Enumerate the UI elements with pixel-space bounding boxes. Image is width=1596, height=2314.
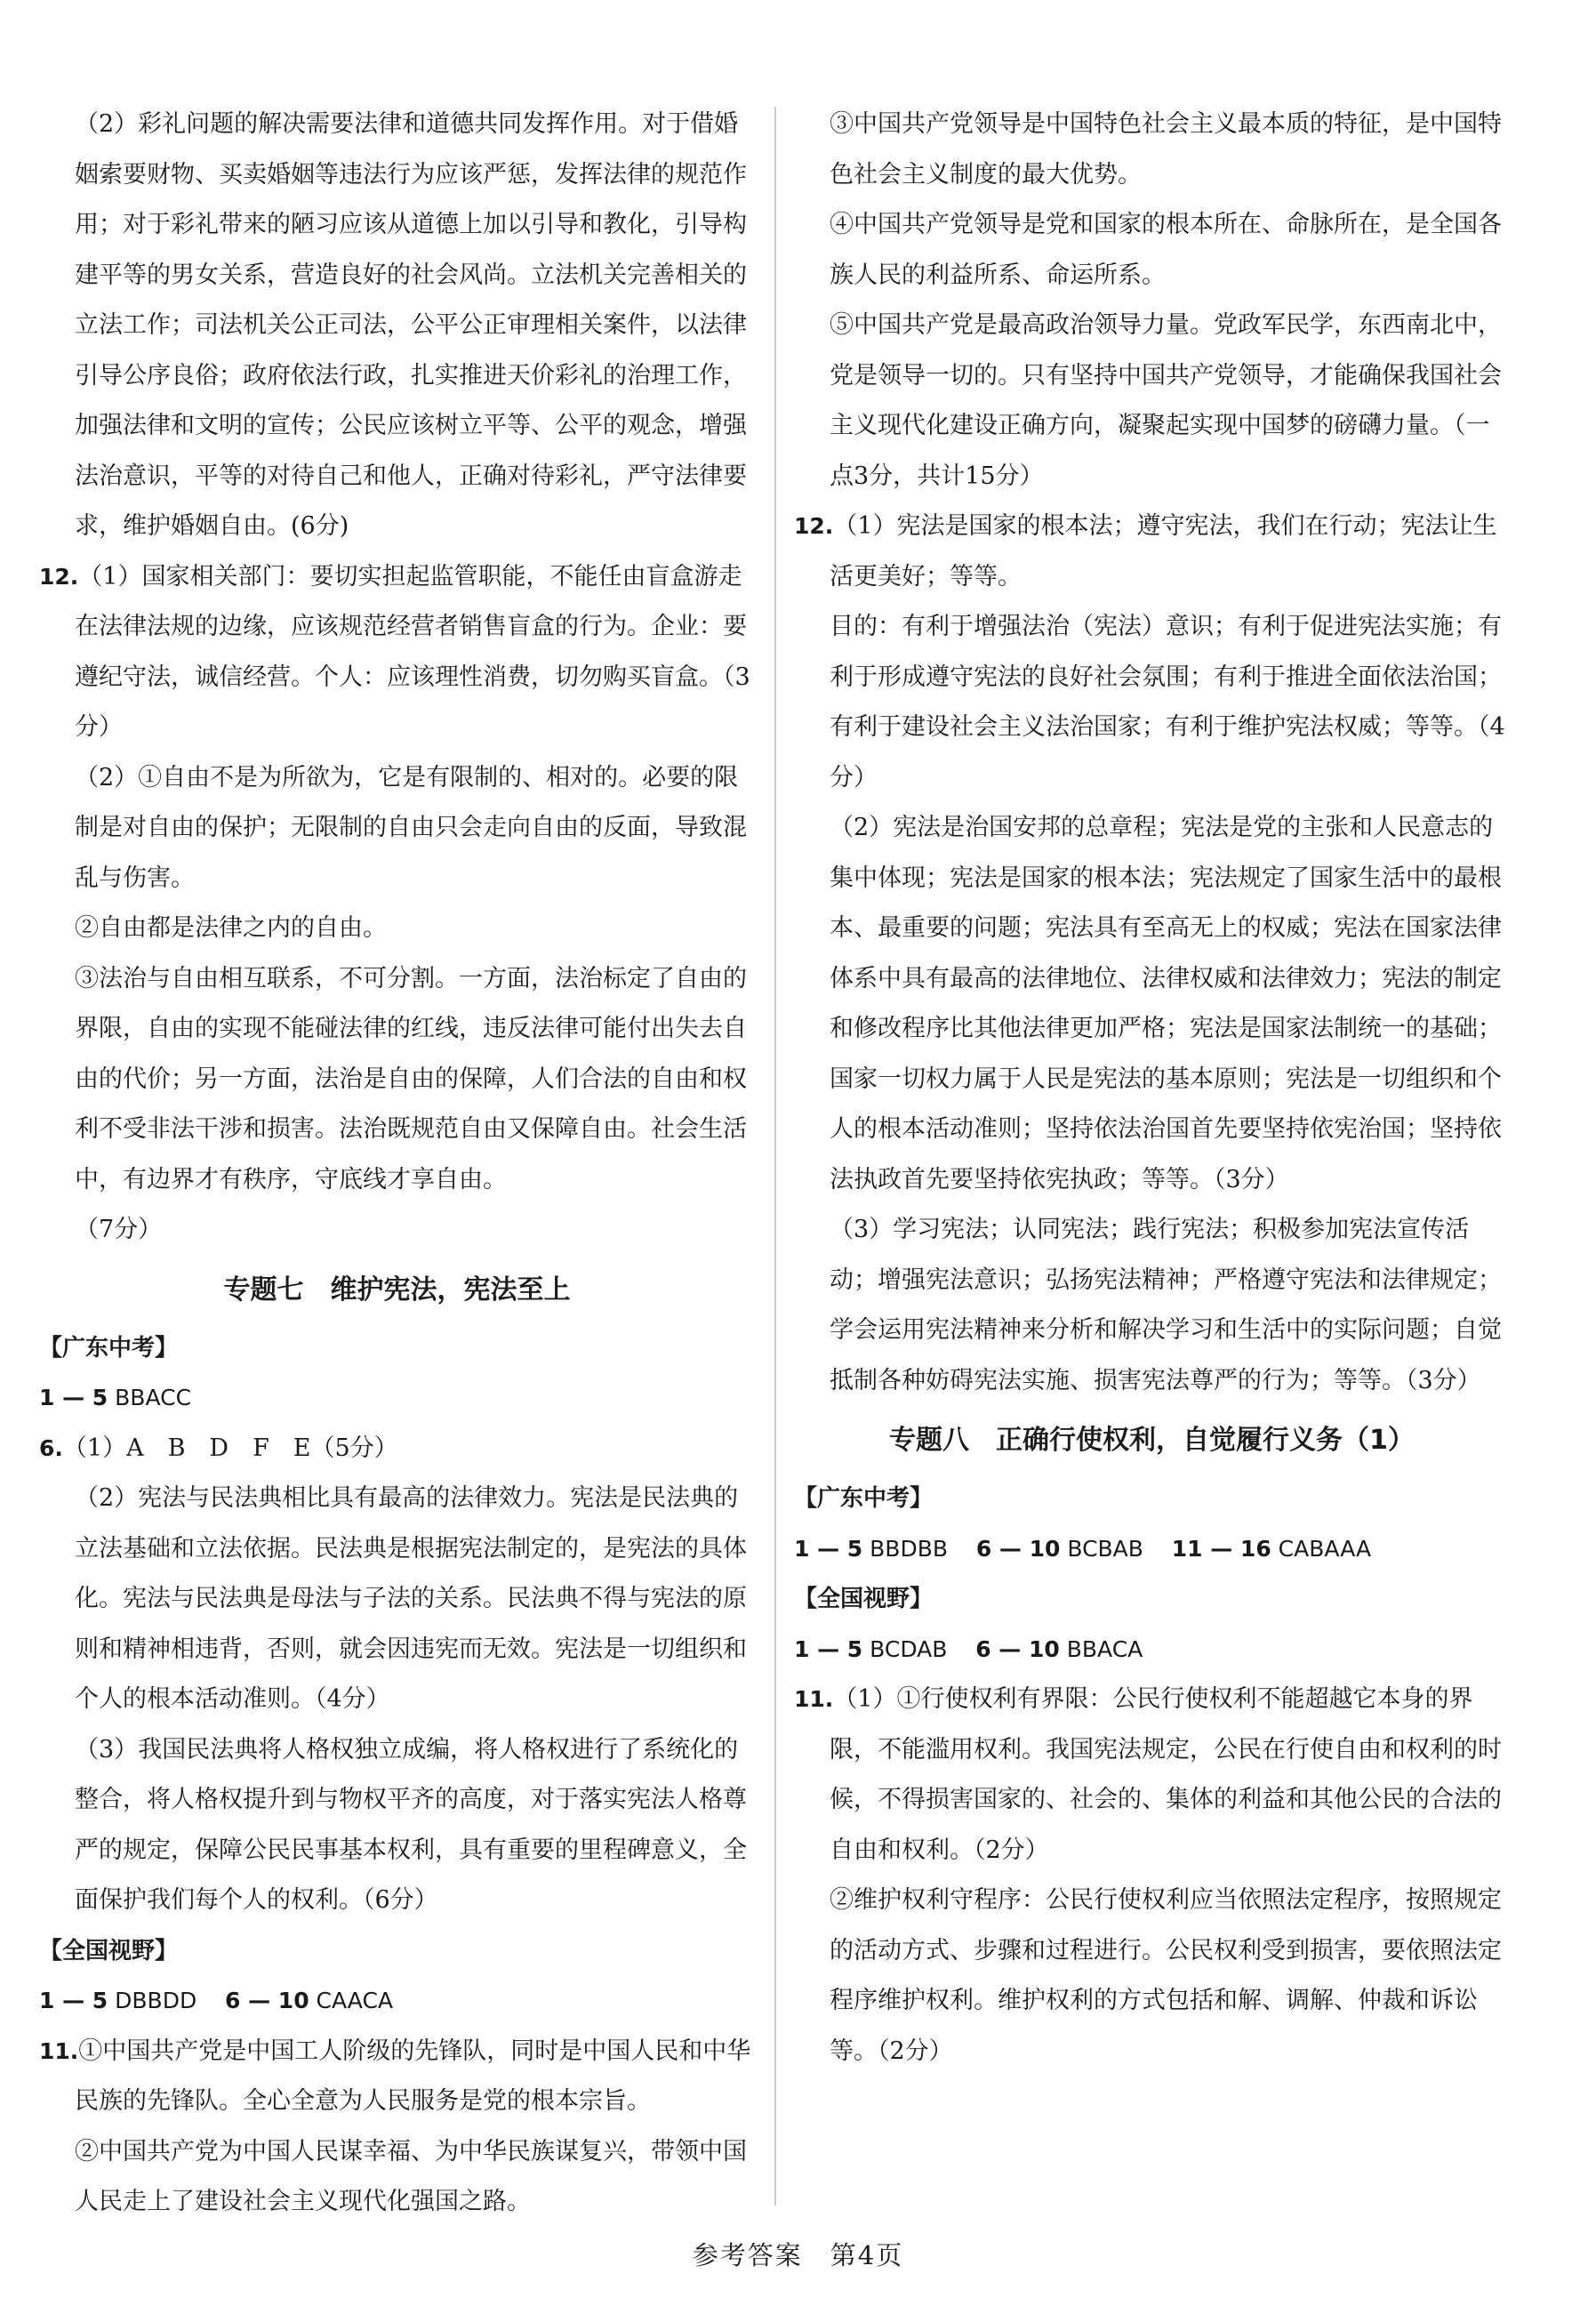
column-divider [774,107,776,2206]
left-column [39,100,755,2228]
answer-range: 6 — 10 [975,1535,1061,1562]
answer-paragraph: 目的：有利于增强法治（宪法）意识；有利于促进宪法实施；有利于形成遵守宪法的良好社会氛围；有利于推进全面依法治国；有利于建设社会主义法治国家；有利于维护宪法权威；等等。（4分） [830,613,1505,791]
answer-range: 1 — 5 [794,1535,863,1562]
question-number: 12. [39,563,79,590]
answer-paragraph: （2）宪法与民法典相比具有最高的法律效力。宪法是民法典的立法基础和立法依据。民法典是根据宪法制定的，是宪法的具体化。宪法与民法典是母法与子法的关系。民法典不得与宪法的原则和精神相违背，否则，就会因违宪而无效。宪法是一切组织和个人的根本活动准则。（4分） [75,1484,747,1713]
section-tag-guangdong: 【广东中考】 [39,1334,179,1362]
answer-paragraph: ④中国共产党领导是党和国家的根本所在、命脉所在，是全国各族人民的利益所系、命运所系。 [830,211,1502,289]
question-12 [794,502,1510,602]
answer-paragraph: （3）学习宪法；认同宪法；践行宪法；积极参加宪法宣传活动；增强宪法意识；弘扬宪法精神；严格遵守宪法和法律规定；学会运用宪法精神来分析和解决学习和生活中的实际问题；自觉抵制各种妨碍宪法实施、损害宪法尊严的行为；等等。（3分） [830,1216,1502,1394]
answer-letters: CABAAA [1271,1535,1372,1562]
answer-letters: CAACA [309,1988,394,2013]
question-11 [39,2027,755,2127]
answer-letters: BCDAB [862,1635,948,1662]
choice-answers [794,1524,1510,1575]
question-number: 11. [39,2037,79,2064]
answer-range: 6 — 10 [225,1988,309,2013]
answer-paragraph: ②中国共产党为中国人民谋幸福、为中华民族谋复兴，带领中国人民走上了建设社会主义现代化强国之路。 [75,2137,747,2215]
question-number: 12. [794,513,834,539]
answer-letters: BBACA [1059,1635,1143,1662]
answer-paragraph: （2）①自由不是为所欲为，它是有限制的、相对的。必要的限制是对自由的保护；无限制的自由只会走向自由的反面，导致混乱与伤害。 [75,763,747,892]
answer-text: （1）宪法是国家的根本法；遵守宪法，我们在行动；宪法让生活更美好；等等。 [830,512,1497,591]
page-footer: 参考答案 第4页 [692,2240,904,2270]
topic-7-title: 专题七 维护宪法，宪法至上 [223,1274,571,1306]
answer-range: 6 — 10 [975,1635,1060,1662]
answer-range: 1 — 5 [39,1988,108,2013]
answer-paragraph: ⑤中国共产党是最高政治领导力量。党政军民学，东西南北中，党是领导一切的。只有坚持中国共产党领导，才能确保我国社会主义现代化建设正确方向，凝聚起实现中国梦的磅礴力量。（一点3分，共计15分） [830,311,1502,490]
answer-letters: BCBAB [1060,1535,1143,1562]
question-11 [794,1675,1510,1876]
answer-letters: BBACC [108,1385,192,1410]
answer-range: 1 — 5 [39,1385,108,1410]
question-12 [39,552,755,753]
question-6 [39,1424,755,1474]
answer-paragraph: （2）宪法是治国安邦的总章程；宪法是党的主张和人民意志的集中体现；宪法是国家的根本法；宪法规定了国家生活中的最根本、最重要的问题；宪法具有至高无上的权威；宪法在国家法律体系中具有最高的法律地位、法律权威和法律效力；宪法的制定和修改程序比其他法律更加严格；宪法是国家法制统一的基础；国家一切权力属于人民是宪法的基本原则；宪法是一切组织和个人的根本活动准则；坚持依法治国首先要坚持依宪治国；坚持依法执政首先要坚持依宪执政；等等。（3分） [830,814,1502,1193]
right-column [794,100,1510,2077]
answer-range: 1 — 5 [794,1635,863,1662]
section-tag-guangdong: 【广东中考】 [794,1485,934,1512]
answer-range: 11 — 16 [1171,1535,1271,1562]
answer-letters: DBBDD [108,1988,197,2013]
answer-paragraph: （7分） [75,1216,163,1243]
question-number: 6. [39,1434,63,1461]
answer-paragraph: ③中国共产党领导是中国特色社会主义最本质的特征，是中国特色社会主义制度的最大优势。 [830,110,1502,189]
answer-text: （1）国家相关部门：要切实担起监管职能，不能任由盲盒游走在法律法规的边缘，应该规范经营者销售盲盒的行为。企业：要遵纪守法，诚信经营。个人：应该理性消费，切勿购买盲盒。（3分） [75,562,750,741]
choice-answers [39,1976,755,2027]
section-tag-national: 【全国视野】 [794,1586,934,1612]
answer-paragraph: ②维护权利守程序：公民行使权利应当依照法定程序，按照规定的活动方式、步骤和过程进行。公民权利受到损害，要依照法定程序维护权利。维护权利的方式包括和解、调解、仲裁和诉讼等。（2分） [830,1886,1502,2065]
section-tag-national: 【全国视野】 [39,1937,179,1964]
answer-letters: BBDBB [862,1535,949,1562]
answer-paragraph: （3）我国民法典将人格权独立成编，将人格权进行了系统化的整合，将人格权提升到与物权平齐的高度，对于落实宪法人格尊严的规定，保障公民民事基本权利，具有重要的里程碑意义，全面保护我们每个人的权利。（6分） [75,1735,747,1914]
answer-paragraph: ②自由都是法律之内的自由。 [75,914,387,942]
answer-text: （1）①行使权利有界限：公民行使权利不能超越它本身的界限，不能滥用权利。我国宪法规定，公民在行使自由和权利的时候，不得损害国家的、社会的、集体的利益和其他公民的合法的自由和权利。（2分） [830,1685,1502,1864]
choice-answers [794,1625,1510,1675]
answer-text: （1）A B D F E（5分） [62,1434,398,1462]
topic-8-title: 专题八 正确行使权利，自觉履行义务（1） [889,1425,1415,1456]
answer-text: ①中国共产党是中国工人阶级的先锋队，同时是中国人民和中华民族的先锋队。全心全意为人民服务是党的根本宗旨。 [75,2037,751,2115]
question-number: 11. [794,1686,834,1712]
answer-paragraph: （2）彩礼问题的解决需要法律和道德共同发挥作用。对于借婚姻索要财物、买卖婚姻等违法行为应该严惩，发挥法律的规范作用；对于彩礼带来的陋习应该从道德上加以引导和教化，引导构建平等的男女关系，营造良好的社会风尚。立法机关完善相关的立法工作；司法机关公正司法，公平公正审理相关案件，以法律引导公序良俗；政府依法行政，扎实推进天价彩礼的治理工作，加强法律和文明的宣传；公民应该树立平等、公平的观念，增强法治意识，平等的对待自己和他人，正确对待彩礼，严守法律要求，维护婚姻自由。(6分) [75,110,747,540]
answer-paragraph: ③法治与自由相互联系，不可分割。一方面，法治标定了自由的界限，自由的实现不能碰法律的红线，违反法律可能付出失去自由的代价；另一方面，法治是自由的保障，人们合法的自由和权利不受非法干涉和损害。法治既规范自由又保障自由。社会生活中，有边界才有秩序，守底线才享自由。 [75,964,747,1193]
choice-answers [39,1373,755,1424]
